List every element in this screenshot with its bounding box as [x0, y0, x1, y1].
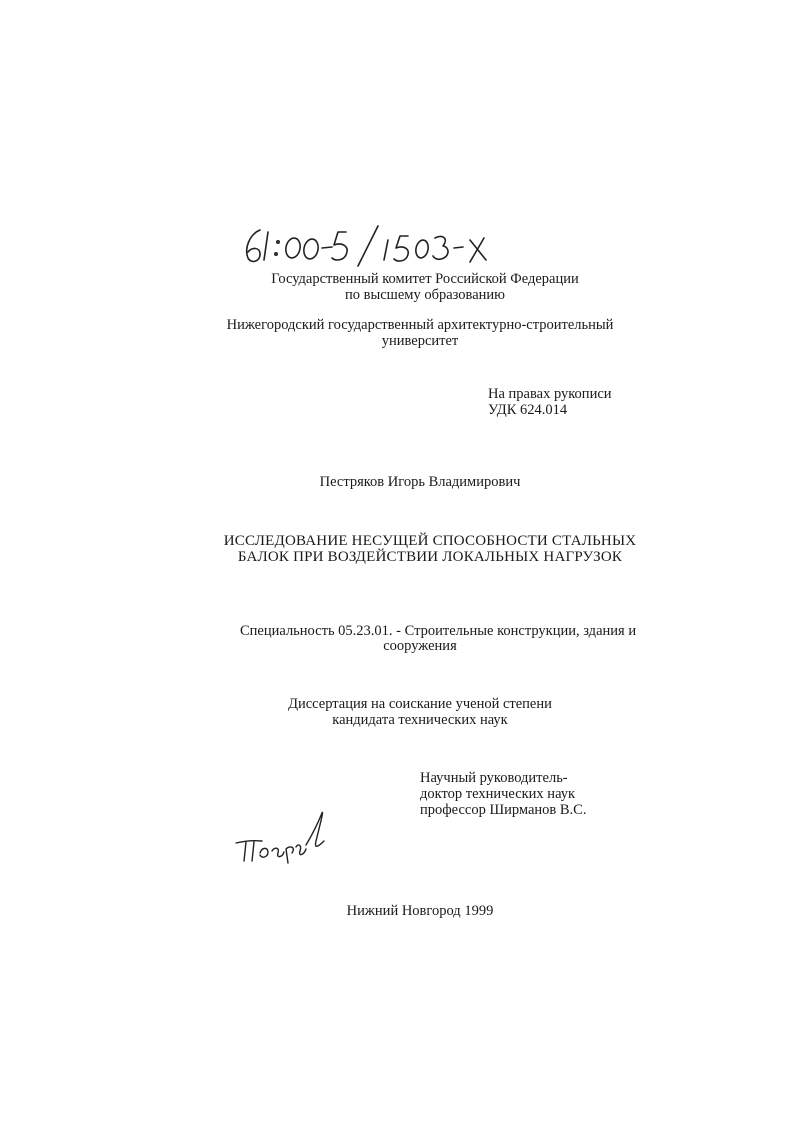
committee-line-2: по высшему образованию [345, 287, 505, 303]
specialty-line-1: Специальность 05.23.01. - Строительные конструкции, здания и [240, 623, 637, 639]
author-signature [232, 805, 332, 875]
supervisor-line-2: доктор технических наук [420, 786, 576, 802]
committee-line-1: Государственный комитет Российской Федерации [271, 271, 579, 287]
university-line-1: Нижегородский государственный архитектурно-строительный [226, 317, 614, 333]
supervisor-line-1: Научный руководитель- [420, 770, 568, 786]
handwritten-archive-number [238, 218, 538, 268]
university-line-2: университет [381, 333, 459, 349]
thesis-title-line-1: ИССЛЕДОВАНИЕ НЕСУЩЕЙ СПОСОБНОСТИ СТАЛЬНЫХ [223, 533, 637, 549]
udk-line: УДК 624.014 [488, 402, 568, 418]
thesis-title-line-2: БАЛОК ПРИ ВОЗДЕЙСТВИИ ЛОКАЛЬНЫХ НАГРУЗОК [237, 549, 623, 565]
supervisor-line-3: профессор Ширманов В.С. [420, 802, 587, 818]
author-name: Пестряков Игорь Владимирович [319, 474, 521, 490]
specialty-line-2: сооружения [383, 638, 457, 654]
place-year: Нижний Новгород 1999 [346, 903, 494, 919]
rights-line-1: На правах рукописи [488, 386, 612, 402]
degree-line-1: Диссертация на соискание ученой степени [288, 696, 552, 712]
degree-line-2: кандидата технических наук [332, 712, 508, 728]
